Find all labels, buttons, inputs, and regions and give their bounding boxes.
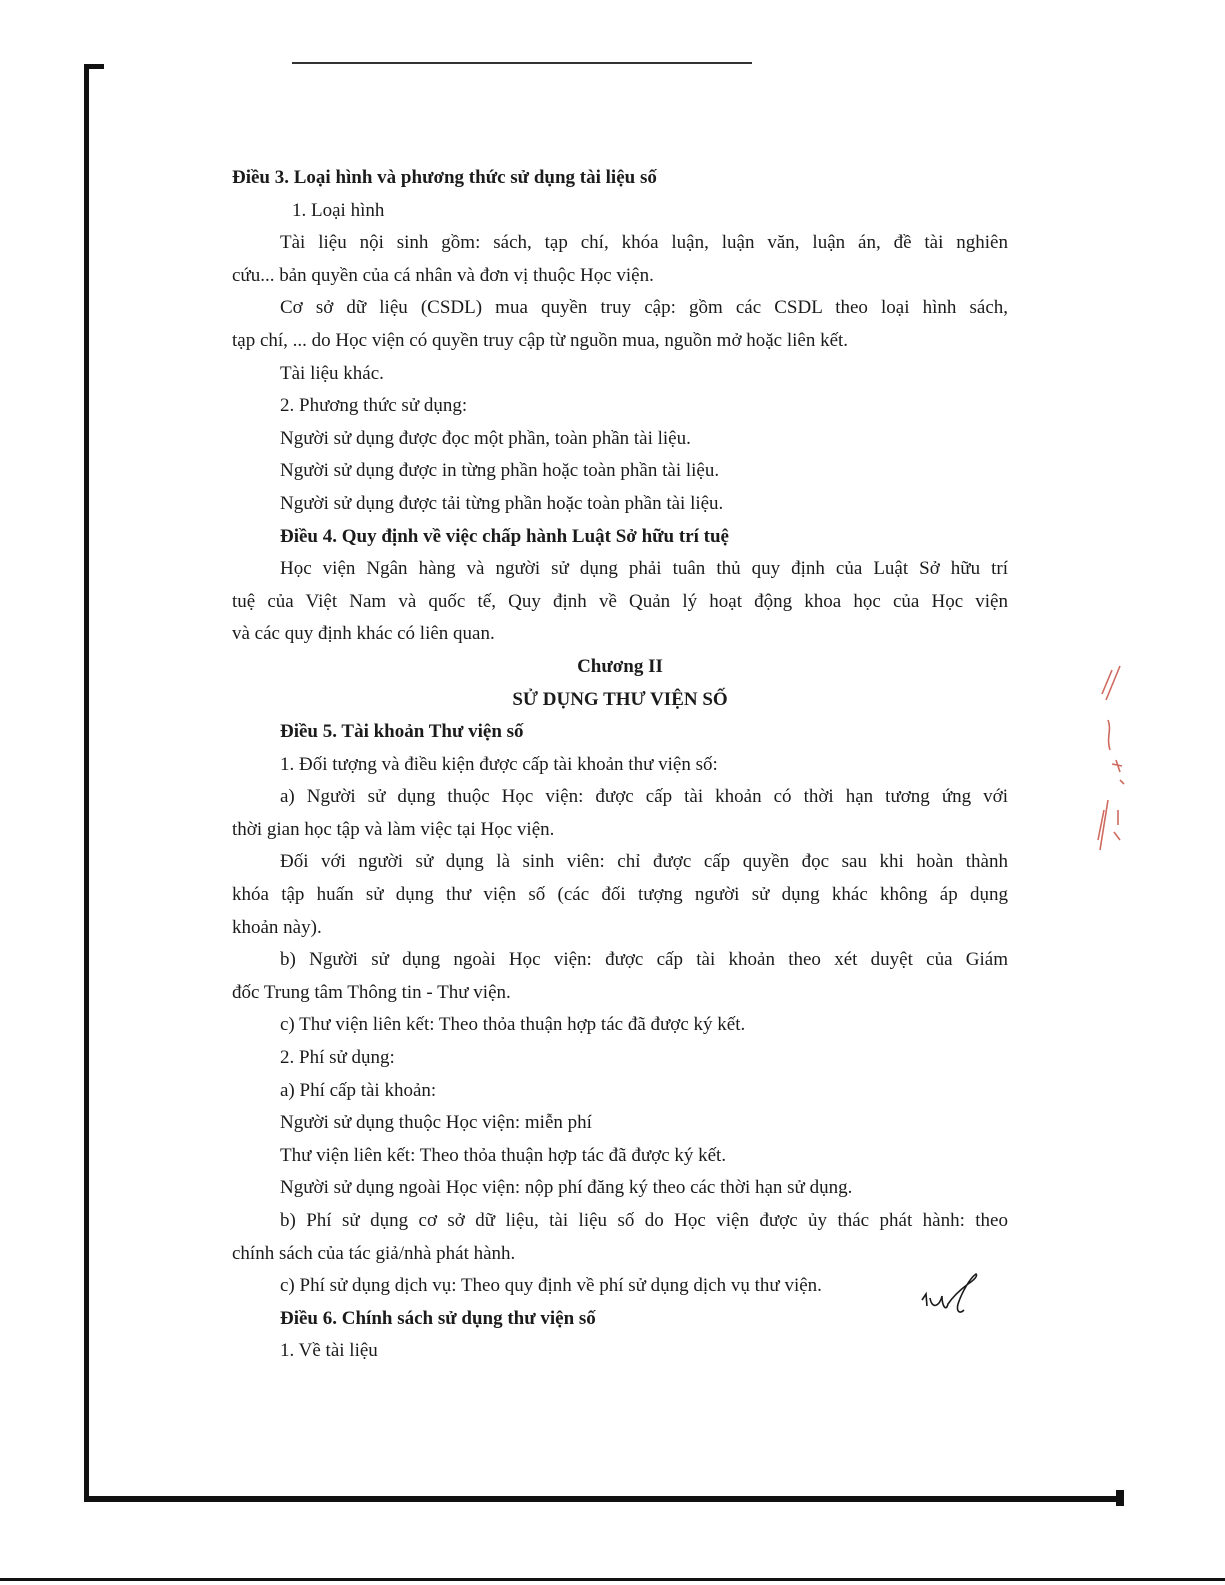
text-line: Cơ sở dữ liệu (CSDL) mua quyền truy cập: gồm các CSDL theo loại hình sách, [280, 297, 1008, 319]
text-line: b) Người sử dụng ngoài Học viện: được cấp tài khoản theo xét duyệt của Giám [280, 949, 1008, 971]
text-line: 1. Về tài liệu [280, 1340, 378, 1362]
text-line: 1. Loại hình [292, 199, 385, 221]
text-line: tạp chí, ... do Học viện có quyền truy cập từ nguồn mua, nguồn mở hoặc liên kết. [232, 329, 849, 351]
scan-frame-end [1116, 1490, 1124, 1506]
text-line: c) Thư viện liên kết: Theo thỏa thuận hợp tác đã được ký kết. [280, 1014, 746, 1036]
text-line: 2. Phương thức sử dụng: [280, 395, 468, 417]
text-line: a) Người sử dụng thuộc Học viện: được cấp tài khoản có thời hạn tương ứng với [280, 786, 1008, 808]
text-line: Người sử dụng được đọc một phần, toàn phần tài liệu. [280, 427, 691, 449]
signature-initials-icon [918, 1270, 988, 1320]
text-line: Người sử dụng ngoài Học viện: nộp phí đăng ký theo các thời hạn sử dụng. [280, 1177, 853, 1199]
text-line: Người sử dụng thuộc Học viện: miễn phí [280, 1112, 592, 1134]
text-line: c) Phí sử dụng dịch vụ: Theo quy định về phí sử dụng dịch vụ thư viện. [280, 1275, 822, 1297]
text-line: Điều 6. Chính sách sử dụng thư viện số [280, 1307, 596, 1329]
text-line: thời gian học tập và làm việc tại Học viện. [232, 818, 555, 840]
text-line: SỬ DỤNG THƯ VIỆN SỐ [512, 688, 728, 710]
text-line: chính sách của tác giả/nhà phát hành. [232, 1242, 516, 1264]
red-stamp-icon [1090, 660, 1130, 870]
page-edge [0, 1578, 1225, 1581]
document-body [232, 162, 1008, 1368]
text-line: Người sử dụng được tải từng phần hoặc toàn phần tài liệu. [280, 492, 724, 514]
text-line: và các quy định khác có liên quan. [232, 623, 495, 645]
text-line: Đối với người sử dụng là sinh viên: chỉ được cấp quyền đọc sau khi hoàn thành [280, 851, 1008, 873]
text-line: khoản này). [232, 916, 322, 938]
text-line: Chương II [577, 655, 663, 677]
header-rule [292, 62, 752, 64]
text-line: tuệ của Việt Nam và quốc tế, Quy định về Quản lý hoạt động khoa học của Học viện [232, 590, 1008, 612]
text-line: 1. Đối tượng và điều kiện được cấp tài khoản thư viện số: [280, 753, 718, 775]
text-line: Điều 3. Loại hình và phương thức sử dụng tài liệu số [232, 167, 657, 188]
text-line: cứu... bản quyền của cá nhân và đơn vị thuộc Học viện. [232, 264, 654, 286]
text-line: Tài liệu nội sinh gồm: sách, tạp chí, khóa luận, luận văn, luận án, đề tài nghiên [280, 232, 1008, 254]
text-line: Điều 4. Quy định về việc chấp hành Luật Sở hữu trí tuệ [280, 525, 729, 547]
text-line: Người sử dụng được in từng phần hoặc toàn phần tài liệu. [280, 460, 720, 482]
text-line: Điều 5. Tài khoản Thư viện số [280, 721, 524, 743]
text-line: Tài liệu khác. [280, 362, 384, 384]
text-line: khóa tập huấn sử dụng thư viện số (các đối tượng người sử dụng khác không áp dụng [232, 884, 1008, 906]
text-line: đốc Trung tâm Thông tin - Thư viện. [232, 981, 511, 1003]
text-line: Học viện Ngân hàng và người sử dụng phải tuân thủ quy định của Luật Sở hữu trí [280, 558, 1008, 580]
text-line: Thư viện liên kết: Theo thỏa thuận hợp tác đã được ký kết. [280, 1144, 727, 1166]
text-line: a) Phí cấp tài khoản: [280, 1079, 437, 1101]
text-line: b) Phí sử dụng cơ sở dữ liệu, tài liệu số do Học viện được ủy thác phát hành: theo [280, 1210, 1008, 1231]
text-line: 2. Phí sử dụng: [280, 1047, 395, 1069]
